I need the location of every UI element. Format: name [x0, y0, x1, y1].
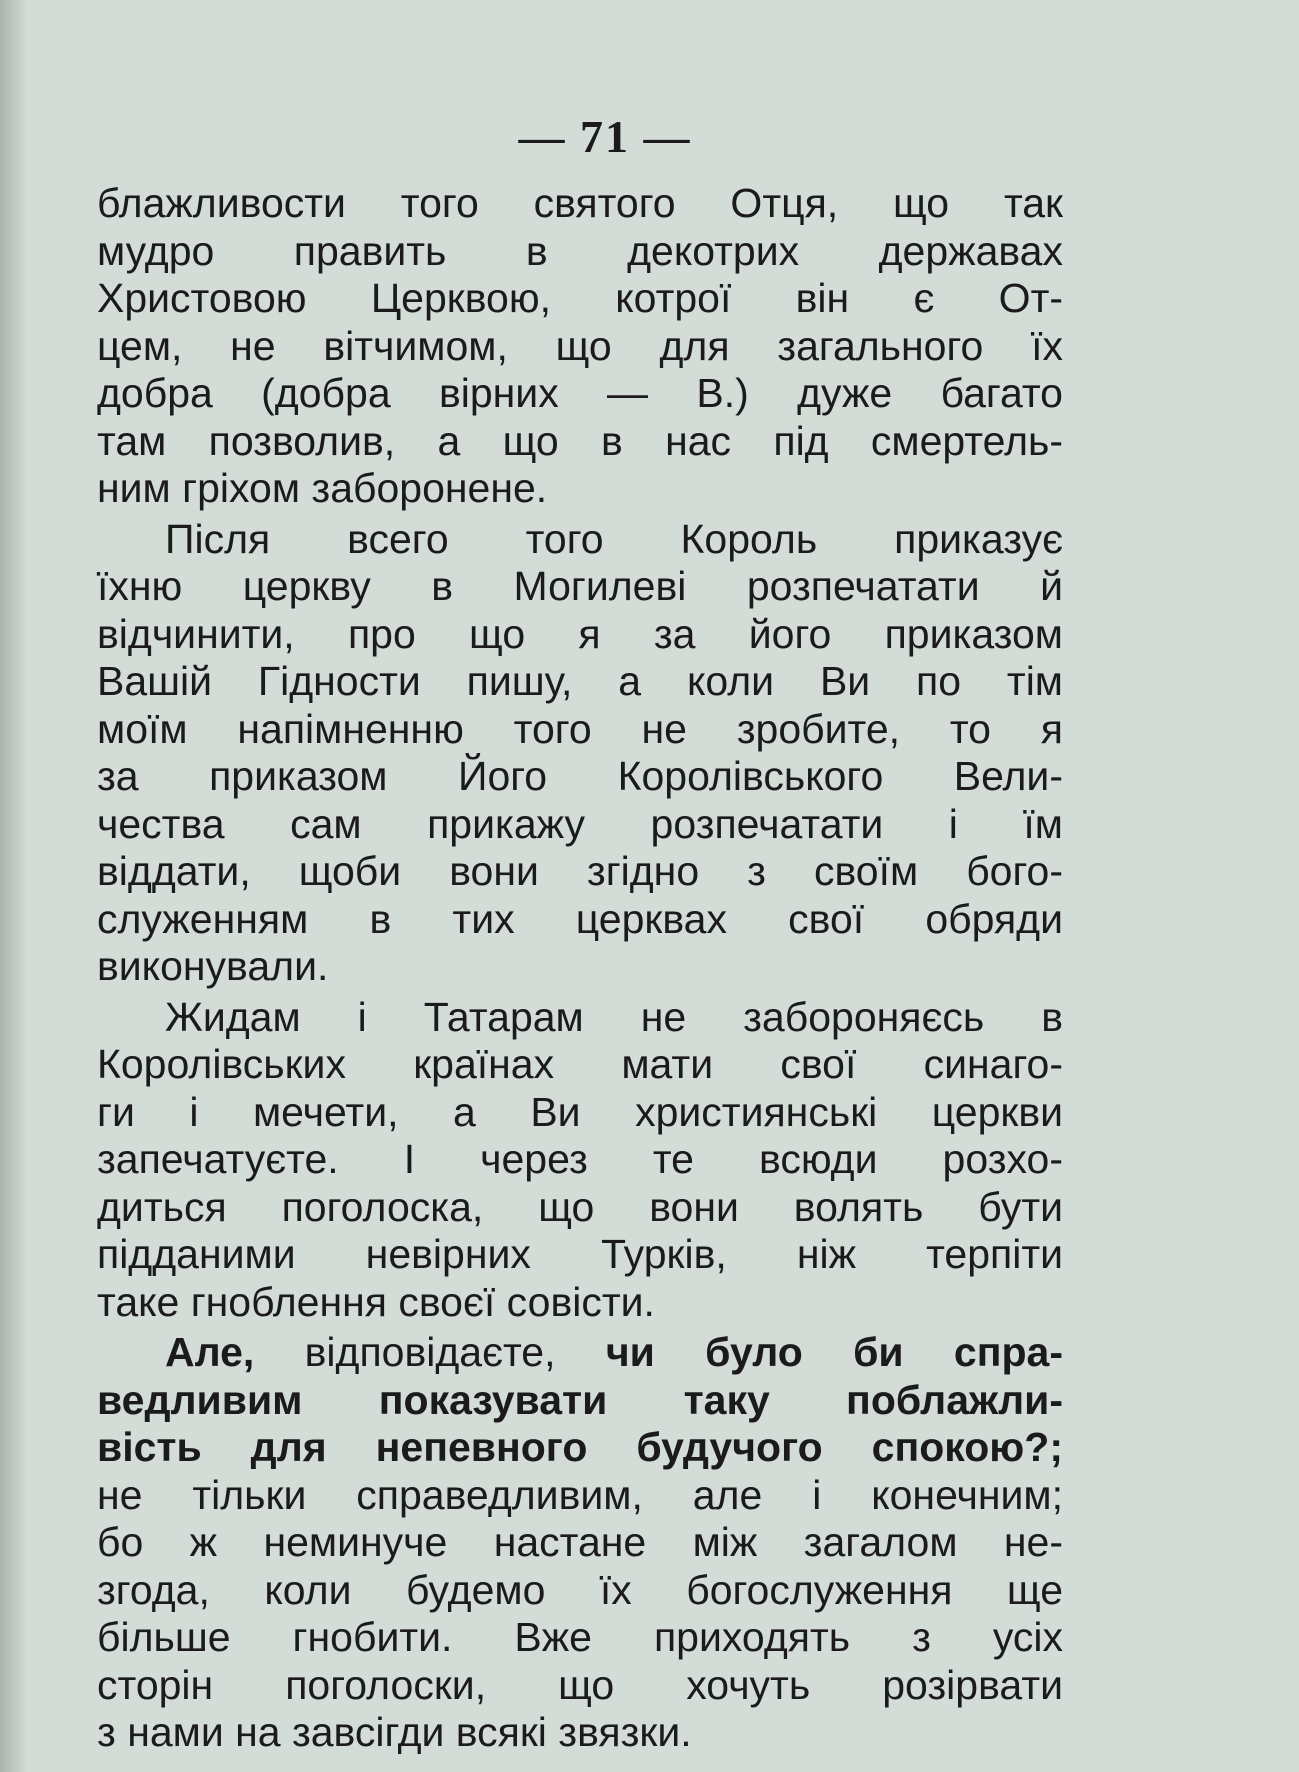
paragraph-2: [97, 516, 1063, 991]
text-line: моїм напімненню того не зробите, то я: [97, 705, 1063, 752]
text-line: ги і мечети, а Ви християнські церкви: [97, 1088, 1063, 1135]
text-line: Жидам і Татарам не забороняєсь в: [165, 993, 1063, 1040]
text-line: блажливости того святого Отця, що так: [97, 180, 1063, 226]
text-line: таке гноблення своєї совісти.: [97, 1278, 655, 1325]
text-line-mixed: [97, 1329, 1063, 1377]
normal-text: відповідаєте,: [254, 1329, 606, 1375]
text-line: не тільки справедливим, але і конечним;: [97, 1471, 1063, 1518]
text-line-bold: вість для непевного будучого спокою?;: [97, 1424, 1063, 1470]
text-line: чества сам прикажу розпечатати і їм: [97, 800, 1063, 847]
text-line: там позволив, а що в нас під смертель-: [97, 417, 1063, 464]
text-line: виконували.: [97, 943, 329, 989]
text-line: ним гріхом заборонене.: [97, 465, 548, 511]
paragraph-4: [97, 1329, 1063, 1757]
paragraph-3: [97, 994, 1063, 1327]
bold-text: Але,: [165, 1329, 255, 1375]
text-line: згода, коли будемо їх богослуження ще: [97, 1566, 1063, 1613]
page-body: [97, 180, 1063, 1760]
page-number: — 71 —: [518, 111, 692, 162]
text-line: сторін поголоски, що хочуть розірвати: [97, 1661, 1063, 1708]
text-line: підданими невірних Турків, ніж терпіти: [97, 1231, 1063, 1277]
text-line: Королівських країнах мати свої синаго-: [97, 1041, 1063, 1087]
text-line: добра (добра вірних — В.) дуже багато: [97, 370, 1063, 416]
text-line: диться поголоска, що вони волять бути: [97, 1183, 1063, 1230]
text-line: Після всего того Король приказує: [165, 515, 1063, 562]
text-line: більше гнобити. Вже приходять з усіх: [97, 1614, 1063, 1660]
text-line: за приказом Його Королівського Вели-: [97, 753, 1063, 799]
text-line: служенням в тих церквах свої обряди: [97, 895, 1063, 942]
text-line: їхню церкву в Могилеві розпечатати й: [97, 563, 1063, 609]
text-line: бо ж неминуче настане між загалом не-: [97, 1519, 1063, 1565]
text-line: запечатуєте. І через те всюди розхо-: [97, 1136, 1063, 1182]
text-line: мудро править в декотрих державах: [97, 227, 1063, 274]
text-line-bold: ведливим показувати таку поблажли-: [97, 1376, 1063, 1423]
text-line: Вашій Гідности пишу, а коли Ви по тім: [97, 658, 1063, 704]
text-line: віддати, щоби вони згідно з своїм бого-: [97, 848, 1063, 894]
bold-text: чи було би спра-: [605, 1329, 1063, 1375]
text-line: цем, не вітчимом, що для загального їх: [97, 322, 1063, 369]
text-line: відчинити, про що я за його приказом: [97, 610, 1063, 657]
text-line: Христовою Церквою, котрої він є От-: [97, 275, 1063, 321]
page-edge-shadow: [0, 0, 28, 1772]
paragraph-1: [97, 180, 1063, 513]
text-line: з нами на завсігди всякі звязки.: [97, 1709, 692, 1755]
